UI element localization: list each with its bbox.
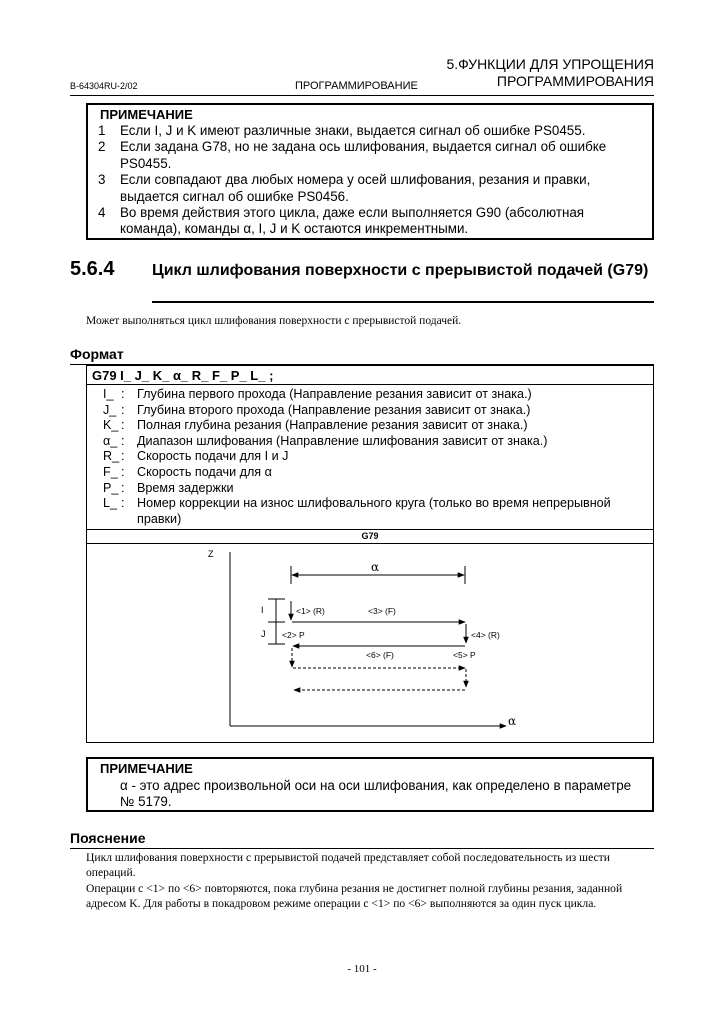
note-list xyxy=(98,123,646,238)
section-title: Цикл шлифования поверхности с прерывистой подачей (G79) xyxy=(152,262,649,279)
note-item-number: 3 xyxy=(98,172,106,188)
chapter-title-line1: 5.ФУНКЦИИ ДЛЯ УПРОЩЕНИЯ xyxy=(446,56,654,72)
param-desc: Глубина второго прохода (Направление резания зависит от знака.) xyxy=(137,402,531,417)
op5-label: <5> P xyxy=(453,650,476,660)
note-item xyxy=(98,123,646,139)
param-separator: : xyxy=(121,402,125,417)
note-item-text: Если задана G78, но не задана ось шлифования, выдается сигнал об ошибке PS0455. xyxy=(120,139,607,171)
param-separator: : xyxy=(121,464,125,479)
param-key: R_ xyxy=(103,449,120,464)
g79-cycle-diagram xyxy=(86,544,654,742)
note-title: ПРИМЕЧАНИЕ xyxy=(100,761,193,776)
param-desc: Диапазон шлифования (Направление шлифования зависит от знака.) xyxy=(137,433,548,448)
param-desc: Время задержки xyxy=(137,480,234,495)
param-key: F_ xyxy=(103,464,118,479)
param-desc: Глубина первого прохода (Направление резания зависит от знака.) xyxy=(137,387,532,401)
param-key: J_ xyxy=(103,402,117,417)
param-key: α_ xyxy=(103,433,118,448)
note-item-number: 2 xyxy=(98,139,106,155)
note-item-number: 1 xyxy=(98,123,106,138)
note-item xyxy=(98,205,646,238)
alpha-axis-label: α xyxy=(508,714,517,728)
param-item xyxy=(103,418,653,434)
label-j: J xyxy=(261,629,266,639)
param-item xyxy=(103,496,653,527)
document-code: B-64304RU-2/02 xyxy=(70,81,138,91)
note-item-text: Во время действия этого цикла, даже если выполняется G90 (абсолютная команда), команды α, I, J и K остаются инкрементными. xyxy=(120,205,585,237)
param-key: I_ xyxy=(103,387,114,401)
param-key: K_ xyxy=(103,418,119,433)
format-command-divider xyxy=(86,384,654,385)
param-key: L_ xyxy=(103,496,118,511)
note-item xyxy=(98,172,646,205)
page-number: - 101 - xyxy=(347,963,377,975)
section-header: ПРОГРАММИРОВАНИЕ xyxy=(295,80,418,92)
param-item xyxy=(103,465,653,481)
label-i: I xyxy=(261,605,264,615)
explanation-divider xyxy=(70,848,654,849)
explanation-paragraph-2: Операции с <1> по <6> повторяются, пока глубина резания не достигнет полной глубины резания, заданной адресом K. Для работы в покадровом режиме операции с <1> по <6> выполняются за один пуск цикла. xyxy=(86,882,623,911)
note-title: ПРИМЕЧАНИЕ xyxy=(100,107,193,122)
note-item-text: Если совпадают два любых номера у осей шлифования, резания и правки, выдается сигнал об ошибке PS0456. xyxy=(120,172,591,204)
note-item-text: Если I, J и K имеют различные знаки, выдается сигнал об ошибке PS0455. xyxy=(120,123,586,138)
op2-label: <2> P xyxy=(282,630,305,640)
param-desc: Номер коррекции на износ шлифовального круга (только во время непрерывной правки) xyxy=(137,496,611,526)
param-separator: : xyxy=(121,480,125,495)
header-divider xyxy=(70,95,654,96)
op1-label: <1> (R) xyxy=(296,606,325,616)
note-item-number: 4 xyxy=(98,205,106,221)
param-item xyxy=(103,387,653,403)
param-separator: : xyxy=(121,449,125,464)
op6-label: <6> (F) xyxy=(366,650,394,660)
param-separator: : xyxy=(121,418,125,433)
op4-label: <4> (R) xyxy=(471,630,500,640)
param-item xyxy=(103,434,653,450)
param-separator: : xyxy=(121,496,125,511)
param-item xyxy=(103,449,653,465)
param-separator: : xyxy=(121,387,125,401)
chapter-title-line2: ПРОГРАММИРОВАНИЯ xyxy=(496,73,654,89)
param-item xyxy=(103,481,653,497)
section-divider xyxy=(152,301,654,303)
param-key: P_ xyxy=(103,480,119,495)
note-box-1 xyxy=(86,103,654,240)
format-heading: Формат xyxy=(70,346,124,362)
note-box-2 xyxy=(86,757,654,812)
param-desc: Скорость подачи для I и J xyxy=(137,449,289,464)
param-separator: : xyxy=(121,433,125,448)
explanation-paragraph-1: Цикл шлифования поверхности с прерывистой подачей представляет собой последовательность из шести операций. xyxy=(86,851,610,880)
note-text: α - это адрес произвольной оси на оси шлифования, как определено в параметре № 5179. xyxy=(120,778,632,810)
alpha-span-label: α xyxy=(371,560,380,574)
format-command: G79 I_ J_ K_ α_ R_ F_ P_ L_ ; xyxy=(92,368,274,383)
param-desc: Полная глубина резания (Направление резания зависит от знака.) xyxy=(137,418,528,433)
z-axis-label: Z xyxy=(208,549,214,559)
note-item xyxy=(98,139,646,172)
diagram-title-bar: G79 xyxy=(86,529,654,544)
param-desc: Скорость подачи для α xyxy=(137,464,272,479)
op3-label: <3> (F) xyxy=(368,606,396,616)
param-item xyxy=(103,403,653,419)
section-number: 5.6.4 xyxy=(70,258,115,280)
parameter-list xyxy=(103,387,653,527)
explanation-heading: Пояснение xyxy=(70,830,146,846)
section-intro: Может выполняться цикл шлифования поверхности с прерывистой подачей. xyxy=(86,315,462,327)
